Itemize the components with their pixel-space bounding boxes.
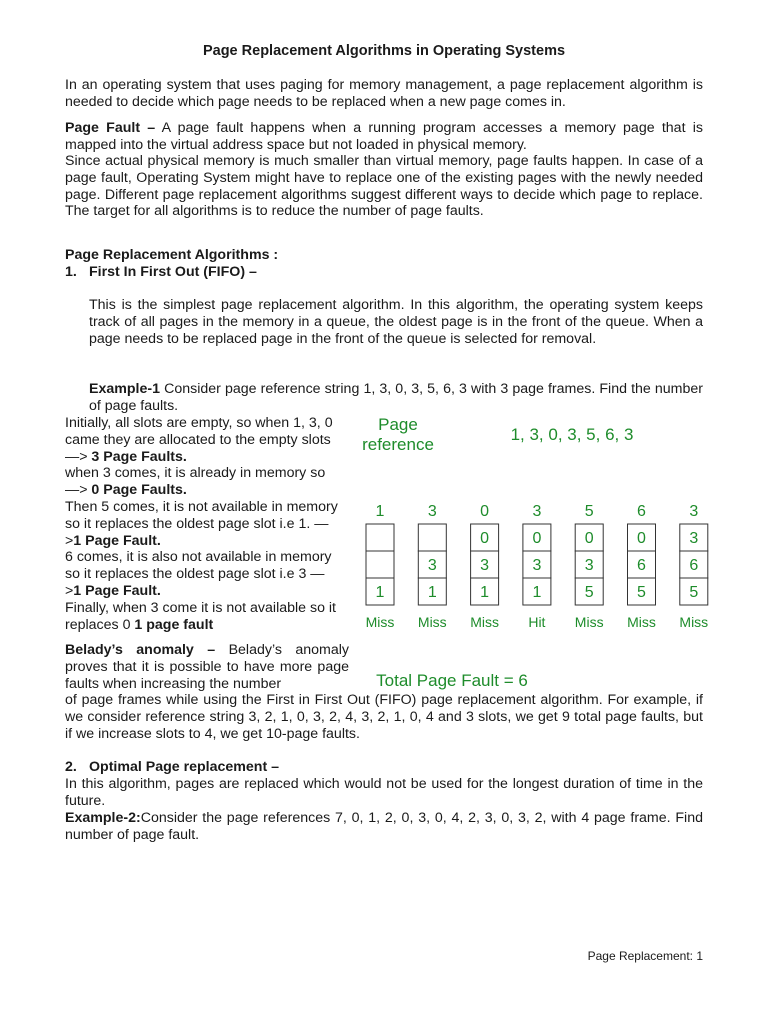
reference-label: 1 [375,503,385,520]
frame-slot [418,524,446,551]
result-label: Hit [528,614,546,630]
frame-value: 1 [375,584,385,601]
fifo-description: This is the simplest page replacement algorithm. In this algorithm, the operating system keeps track of all pages in the memory in a queue, the oldest page is in the front of the queue. When a page needs to be replaced page in the front of the queue is selected for removal. [89,297,703,347]
belady-text-rest: of page frames while using the First in First Out (FIFO) page replacement algorithm. For example, if we consider reference string 3, 2, 1, 0, 3, 2, 4, 3, 2, 1, 0, 4 and 3 slots, we get 9 total page faults, but if we increase slots to 4, we get 10-page faults. [65,692,703,742]
belady-section [65,642,703,743]
reference-label: 3 [689,503,699,520]
result-label: Miss [365,614,395,630]
reference-label: 3 [532,503,542,520]
frame-value: 5 [689,584,699,601]
reference-label: 0 [480,503,490,520]
result-label: Miss [470,614,499,630]
fifo-example-text: Consider page reference string 1, 3, 0, 3, 5, 6, 3 with 3 page frames. Find the number of page faults. [89,381,703,414]
fifo-heading [65,264,257,281]
figure-reference-label: reference [362,435,434,454]
result-label: Miss [627,614,656,630]
page-footer: Page Replacement: 1 [587,949,703,963]
frame-value: 3 [427,557,437,574]
frame-value: 0 [480,530,490,547]
frame-value: 6 [689,557,699,574]
frame-value: 1 [427,584,437,601]
fifo-number: 1. [65,264,77,280]
algorithms-heading: Page Replacement Algorithms : [65,247,279,263]
step-5-text: Finally, when 3 come it is not available so it replaces 0 [65,599,337,633]
frame-slot [366,551,394,578]
step-3-text: Then 5 comes, it is not available in memory so it replaces the oldest page slot i.e 1. —> [65,498,338,549]
result-label: Miss [574,614,604,630]
frame-value: 3 [689,530,699,547]
figure-page-label: Page [378,415,418,434]
step-1-text: Initially, all slots are empty, so when 1, 3, 0 came they are allocated to the empty slots —> [65,415,333,465]
page-fault-explanation: Since actual physical memory is much smaller than virtual memory, page faults happen. In case of a page fault, Operating System might have to replace one of the existing pages with the newly needed page. Different page replacement algorithms suggest different ways to decide which page to replace. The target for all algorithms is to reduce the number of page faults. [65,153,703,220]
fifo-heading-text: First In First Out (FIFO) – [89,264,257,280]
frame-slot [366,524,394,551]
fifo-example-label: Example-1 [89,381,160,397]
optimal-example-label: Example-2: [65,810,141,826]
step-4-result: 1 Page Fault. [73,582,161,599]
result-label: Miss [679,614,709,630]
figure-total-faults: Total Page Fault = 6 [376,671,528,690]
step-4-text: 6 comes, it is also not available in memory so it replaces the oldest page slot i.e 3 —> [65,549,332,599]
step-1-result: 3 Page Faults. [91,448,187,465]
step-2-result: 0 Page Faults. [91,482,187,499]
page-fault-definition-text: A page fault happens when a running program accesses a memory page that is mapped into the virtual address space but not loaded in physical memory. [65,120,703,153]
reference-label: 6 [637,503,646,520]
reference-label: 5 [584,503,594,520]
optimal-example-text: Consider the page references 7, 0, 1, 2, 0, 3, 0, 4, 2, 3, 0, 3, 2, with 4 page frame. Find number of page fault. [65,810,703,843]
belady-first-lines [65,642,349,692]
optimal-description: In this algorithm, pages are replaced which would not be used for the longest duration of time in the future. [65,776,703,809]
frame-value: 0 [584,530,594,547]
belady-term: Belady’s anomaly – [65,642,216,658]
page-fault-term: Page Fault – [65,120,156,136]
step-5-result: 1 page fault [134,616,214,633]
frame-value: 5 [584,584,594,601]
figure-reference-string: 1, 3, 0, 3, 5, 6, 3 [510,425,634,444]
intro-paragraph: In an operating system that uses paging for memory management, a page replacement algorithm is needed to decide which page needs to be replaced when a new page comes in. [65,77,703,110]
step-2-text: when 3 comes, it is already in memory so —> [65,465,326,499]
frame-value: 0 [637,530,646,547]
page-title: Page Replacement Algorithms in Operating Systems [202,43,566,59]
frame-columns [366,503,709,630]
frame-value: 1 [480,584,490,601]
frame-value: 3 [480,557,490,574]
frame-value: 5 [637,584,646,601]
fifo-walkthrough [65,415,340,633]
reference-label: 3 [427,503,437,520]
frame-value: 1 [532,584,542,601]
frame-value: 6 [637,557,646,574]
optimal-heading-text: Optimal Page replacement – [89,759,280,775]
belady-text-first: Belady’s anomaly proves that it is possible to have more page faults when increasing the number [65,642,349,692]
frame-value: 0 [532,530,542,547]
optimal-heading [65,759,279,776]
frame-value: 3 [532,557,542,574]
result-label: Miss [417,614,447,630]
page-fault-definition [65,120,703,154]
optimal-number: 2. [65,759,77,775]
optimal-example [65,810,703,844]
frame-value: 3 [584,557,594,574]
step-3-result: 1 Page Fault. [73,532,161,549]
